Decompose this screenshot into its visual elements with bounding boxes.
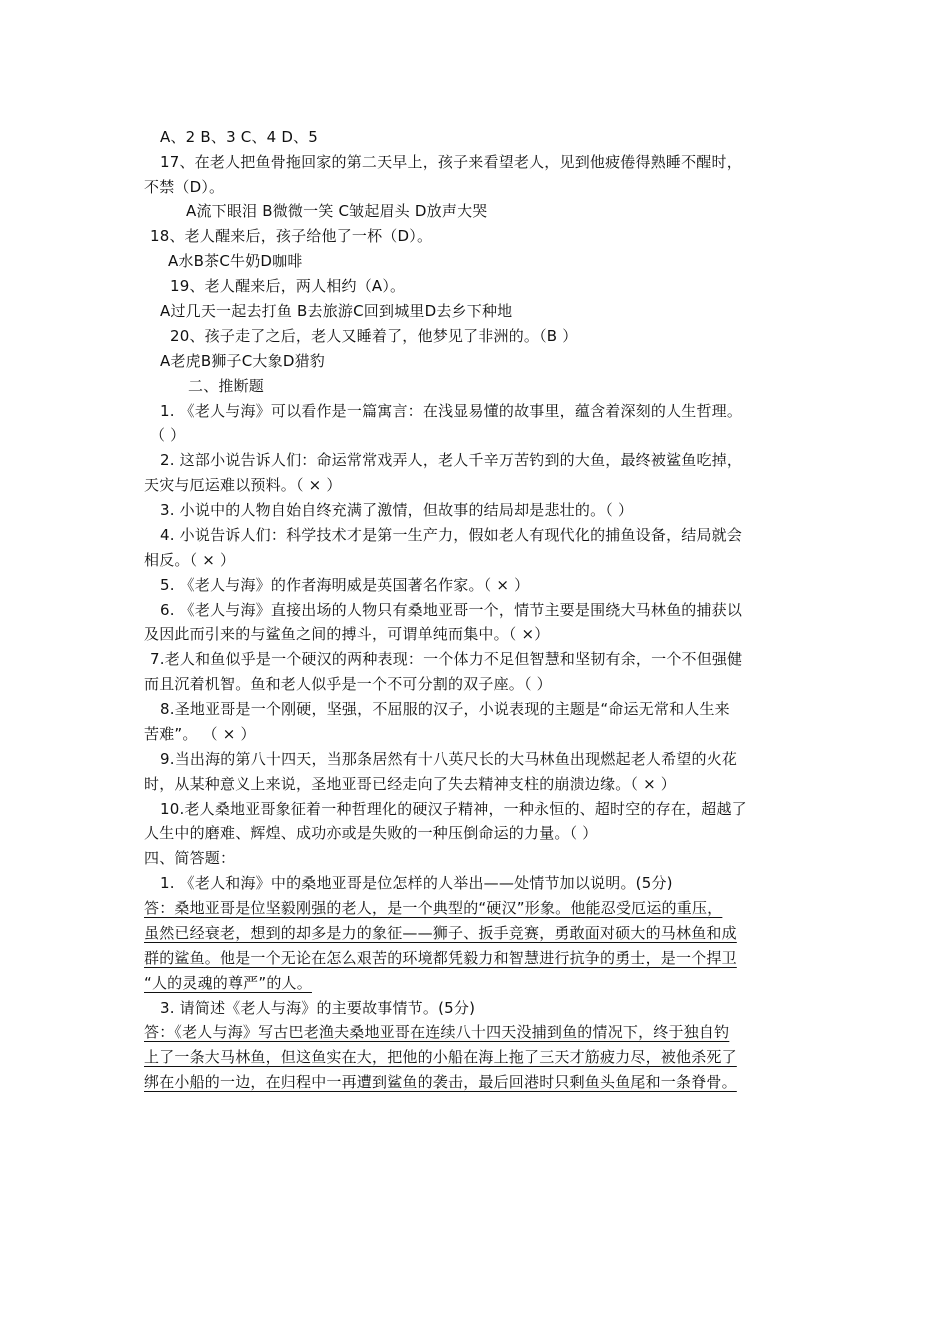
judge-10-text-cont: 人生中的磨难、辉煌、成功亦或是失败的一种压倒命运的力量。（ ） <box>144 824 598 842</box>
judge-4-text: 4. 小说告诉人们：科学技术才是第一生产力，假如老人有现代化的捕鱼设备，结局就会 <box>160 526 743 544</box>
short-answer-3-answer-cont: 上了一条大马林鱼，但这鱼实在大，把他的小船在海上拖了三天才筋疲力尽，被他杀死了 <box>144 1048 737 1066</box>
q18-text: 18、老人醒来后，孩子给他了一杯（D）。 <box>150 227 433 245</box>
q19-text: 19、老人醒来后，两人相约（A）。 <box>170 277 406 295</box>
q17-text: 17、在老人把鱼骨拖回家的第二天早上，孩子来看望老人，见到他疲倦得熟睡不醒时， <box>160 153 742 171</box>
judge-5-text: 5. 《老人与海》的作者海明威是英国著名作家。（ × ） <box>160 576 530 594</box>
judge-6-text: 6. 《老人与海》直接出场的人物只有桑地亚哥一个，情节主要是围绕大马林鱼的捕获以 <box>160 601 743 619</box>
short-answer-1-answer-cont: “人的灵魂的尊严”的人。 <box>144 974 312 992</box>
section-heading-short-answer: 四、简答题： <box>144 849 236 867</box>
section-heading-judgement: 二、推断题 <box>188 377 265 395</box>
short-answer-1-answer-cont: 虽然已经衰老，想到的却多是力的象征——狮子、扳手竞赛，勇敢面对硕大的马林鱼和成 <box>144 924 737 942</box>
judge-10-text: 10.老人桑地亚哥象征着一种哲理化的硬汉子精神，一种永恒的、超时空的存在，超越了 <box>160 800 747 818</box>
judge-2-text: 2. 这部小说告诉人们：命运常常戏弄人，老人千辛万苦钓到的大鱼，最终被鲨鱼吃掉， <box>160 451 743 469</box>
judge-7-text: 7.老人和鱼似乎是一个硬汉的两种表现：一个体力不足但智慧和坚韧有余，一个不但强健 <box>150 650 743 668</box>
q20-options: A老虎B狮子C大象D猎豹 <box>160 352 325 370</box>
judge-7-text-cont: 而且沉着机智。鱼和老人似乎是一个不可分割的双子座。（ ） <box>144 675 552 693</box>
judge-1-text: 1. 《老人与海》可以看作是一篇寓言：在浅显易懂的故事里，蕴含着深刻的人生哲理。 <box>160 402 743 420</box>
short-answer-3-answer-cont: 绑在小船的一边，在归程中一再遭到鲨鱼的袭击，最后回港时只剩鱼头鱼尾和一条脊骨。 <box>144 1073 737 1091</box>
judge-9-text: 9.当出海的第八十四天，当那条居然有十八英尺长的大马林鱼出现燃起老人希望的火花 <box>160 750 738 768</box>
judge-3-text: 3. 小说中的人物自始自终充满了激情，但故事的结局却是悲壮的。（ ） <box>160 501 634 519</box>
judge-6-text-cont: 及因此而引来的与鲨鱼之间的搏斗，可谓单纯而集中。（ ×） <box>144 625 550 643</box>
q19-options: A过几天一起去打鱼 B去旅游C回到城里D去乡下种地 <box>160 302 513 320</box>
short-answer-1-question: 1. 《老人和海》中的桑地亚哥是位怎样的人举出——处情节加以说明。(5分) <box>160 874 673 892</box>
short-answer-1-answer: 答：桑地亚哥是位坚毅刚强的老人，是一个典型的“硬汉”形象。他能忍受厄运的重压， <box>144 899 723 917</box>
judge-9-text-cont: 时，从某种意义上来说，圣地亚哥已经走向了失去精神支柱的崩溃边缘。（ × ） <box>144 775 677 793</box>
judge-2-text-cont: 天灾与厄运难以预料。（ × ） <box>144 476 342 494</box>
judge-1-answer: （ ） <box>150 426 186 444</box>
short-answer-3-answer: 答：《老人与海》写古巴老渔夫桑地亚哥在连续八十四天没捕到鱼的情况下，终于独自钓 <box>144 1023 730 1041</box>
judge-8-text-cont: 苦难”。 （ × ） <box>144 725 256 743</box>
q17-options: A流下眼泪 B微微一笑 C皱起眉头 D放声大哭 <box>186 202 488 220</box>
judge-4-text-cont: 相反。（ × ） <box>144 551 236 569</box>
q18-options: A水B茶C牛奶D咖啡 <box>168 252 303 270</box>
judge-8-text: 8.圣地亚哥是一个刚硬，坚强，不屈服的汉子，小说表现的主题是“命运无常和人生来 <box>160 700 730 718</box>
q20-text: 20、孩子走了之后，老人又睡着了，他梦见了非洲的。（B ） <box>170 327 578 345</box>
short-answer-3-question: 3. 请简述《老人与海》的主要故事情节。(5分) <box>160 999 476 1017</box>
q17-text-cont: 不禁（D）。 <box>144 178 225 196</box>
q16-options: A、2 B、3 C、4 D、5 <box>160 128 319 146</box>
short-answer-1-answer-cont: 群的鲨鱼。他是一个无论在怎么艰苦的环境都凭毅力和智慧进行抗争的勇士，是一个捍卫 <box>144 949 737 967</box>
